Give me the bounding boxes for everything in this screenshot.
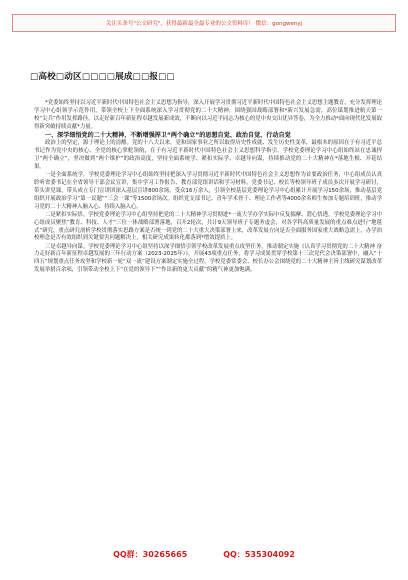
body-paragraph: 三是卓越导向谋。学校党委理论学习中心组坚持以深学细悟引领学校改革发展重点攻坚任务，推动制定实施《认真学习贯彻党的二十大精神 奋力走好新百年新征程卓越发展的三年行动方案（2023-2025年）》，开展43项重点任务，将学习成果贯穿学校第十三次党代会决策部署中，融入“十四五”规划重点任务攻坚和学校新一轮“双一流”建设方案制定实施全过程。学校党委常委会、校长办公会围绕党的二十大精神主旨主线研究谋划改革发展举措百余项，引领带动全校上下“在党的领导下”“作出新的更大贡献”的精气神更加饱满。	[34, 243, 382, 274]
qq-group-number: QQ群：30265665	[113, 550, 188, 559]
body-paragraph: *党委始终坚持以习近平新时代中国特色社会主义思想为指导，深入开展学习贯彻习近平新时代中国特色社会主义思想主题教育，充分发挥理论学习中心组领学示范作用，带领全校上下全面系统深入学习贯彻党的二十大精神，围绕强国战略部署和*新兴发展急需，高位谋划推进航天第一校“尖兵”作用发挥路径，以走好新百年新征程卓越发展新成效，不断向以习近平同志为核心的党中央交出优异答卷，为全力推动*面向现代化发展取得新突破持续贡献*力量。	[34, 100, 382, 130]
contact-footer	[0, 549, 408, 560]
body-paragraph: 二是紧扣实际悟。学校党委理论学习中心组坚持把党的二十大精神学习贯彻进*一流大学办学实际中反复揣摩、潜心悟透。学校党委理论学习中心组成员聚焦“教育、科技、人才”三位一体战略部署落地，召开2轮次，共计9天领导班子专题务虚会，对各学科高质量发展的重点难点进行“地毯式”研究，重点研究剖析学校贯彻落实思路方案是否统一到党的二十大重大决策部署上来，改革发展方向是否全面服务国家重大战略急需上，办学治校理念是否有效组织到关键要害问题解决上，相关研究成果转化都落到*增效提质上。	[34, 211, 382, 242]
document-title: □高校□动区□□□□展成□□报□□	[30, 72, 175, 82]
promo-banner-text: 关注头条号"公文研究"，获得最新最全最专业的公文资料库！ 微信：gongwenyj	[105, 21, 303, 27]
body-paragraph: 政治上的坚定，源于理论上的清醒。党的十八大以来，党和国家事业之所以取得历史性成就、发生历史性变革，最根本的原因在于有习近平总书记作为党中央的核心、全党的核心掌舵领航，在于有习近平新时代中国特色社会主义思想科学指引。学校党委理论学习中心组始终站在忠诚捍卫“两个确立”，坚决做到“两个维护”的政治高度，坚持全面系统学、紧扣实际学、卓越导向谋，持续推动党的二十大精神在*落地生根、开花结果。	[34, 140, 382, 170]
qq-number: QQ：535304092	[223, 550, 295, 559]
document-body	[34, 100, 382, 275]
promo-banner	[12, 14, 396, 32]
section-heading: 一、深学细悟党的二十大精神，不断增强捍卫“两个确立”的思想自觉、政治自觉、行动自觉	[45, 131, 291, 139]
body-paragraph: 一是全面系统学。学校党委理论学习中心组始终坚持把深入学习贯彻习近平新时代中国特色社会主义思想作为首要政治任务，中心组成员认真聆听省委书记在全省领导干部会议宣讲，集中学习工作报告、教育部党组讲话和学习材料，党委书记、校长等校领导班子成员多次开展学习研讨，带头讲党课，带头成立专门宣讲团深入基层宣讲800余场，受众16万余人，引领全校基层党委理论学习中心组累计开展学习150余场，推动基层党组织开展政治学习“第一议题”“三会一课”等1500余场次。组织党支部书记、青年学术骨干、理论工作者等4000余名师生参加专题培训班，推动学习党的二十大精神入脑入心、持续入脑入心。	[34, 172, 382, 210]
